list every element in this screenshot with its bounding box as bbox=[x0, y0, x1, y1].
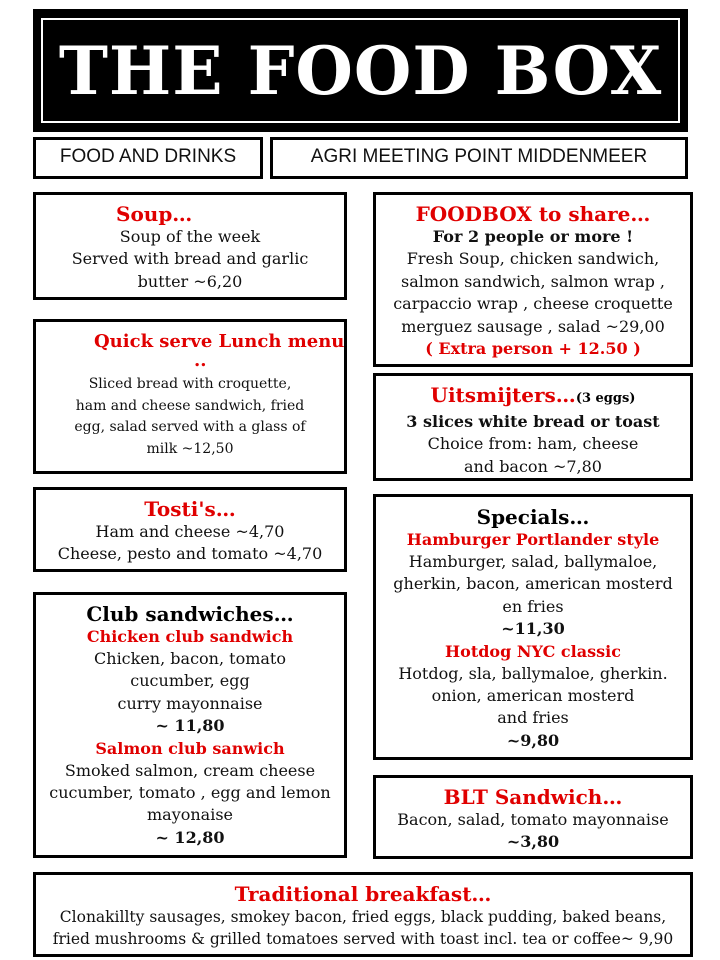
uitsmijters-heading-row bbox=[376, 383, 690, 411]
soup-line: Soup of the week bbox=[119, 227, 261, 246]
salmon-club-line: cucumber, tomato , egg and lemon bbox=[49, 783, 331, 803]
title-banner bbox=[33, 9, 688, 132]
salmon-club-title: Salmon club sanwich bbox=[95, 738, 285, 758]
salmon-club-line: Smoked salmon, cream cheese bbox=[64, 760, 316, 780]
burger-line: Hamburger, salad, ballymaloe, bbox=[408, 552, 658, 571]
hotdog-line: Hotdog, sla, ballymaloe, gherkin. bbox=[398, 663, 668, 683]
uitsmijters-line: Choice from: ham, cheese bbox=[427, 434, 639, 454]
location-box bbox=[270, 137, 688, 179]
burger-line: gherkin, bacon, american mosterd bbox=[393, 574, 673, 594]
hotdog-line: onion, american mosterd bbox=[431, 686, 635, 706]
tosti-line: Ham and cheese ~4,70 bbox=[95, 522, 285, 541]
burger-title: Hamburger Portlander style bbox=[406, 530, 660, 549]
hotdog-price: ~9,80 bbox=[506, 730, 560, 750]
uitsmijters-line: and bacon ~7,80 bbox=[464, 456, 602, 476]
blt-line: Bacon, salad, tomato mayonnaise bbox=[397, 810, 669, 829]
lunch-heading: Quick serve Lunch menu bbox=[94, 331, 345, 352]
soup-line: Served with bread and garlic bbox=[71, 249, 309, 269]
uitsmijters-section bbox=[373, 373, 693, 481]
title-frame bbox=[41, 18, 680, 123]
blt-heading: BLT Sandwich… bbox=[443, 785, 623, 809]
share-line: carpaccio wrap , cheese croquette bbox=[393, 294, 673, 314]
club-section bbox=[33, 592, 347, 858]
specials-section bbox=[373, 494, 693, 760]
breakfast-line: Clonakillty sausages, smokey bacon, fried eggs, black pudding, baked beans, bbox=[59, 908, 667, 926]
lunch-line: Sliced bread with croquette, bbox=[88, 376, 292, 392]
salmon-club-line: mayonaise bbox=[146, 805, 234, 825]
tosti-section bbox=[33, 487, 347, 572]
chicken-club-title: Chicken club sandwich bbox=[86, 627, 294, 646]
chicken-club-line: Chicken, bacon, tomato bbox=[94, 649, 286, 668]
chicken-club-price: ~ 11,80 bbox=[155, 716, 225, 736]
blt-price: ~3,80 bbox=[506, 832, 560, 852]
uitsmijters-heading: Uitsmijters… bbox=[430, 383, 576, 407]
lunch-line: ham and cheese sandwich, fried bbox=[75, 397, 305, 414]
lunch-line: egg, salad served with a glass of bbox=[74, 419, 306, 435]
chicken-club-line: curry mayonnaise bbox=[117, 693, 263, 713]
share-extra-person: ( Extra person + 12.50 ) bbox=[425, 339, 641, 359]
hotdog-line: and fries bbox=[497, 708, 569, 728]
share-line: salmon sandwich, salmon wrap , bbox=[401, 271, 665, 291]
specials-heading: Specials… bbox=[476, 505, 590, 529]
uitsmijters-note: (3 eggs) bbox=[575, 391, 636, 406]
food-and-drinks-label: FOOD AND DRINKS bbox=[59, 146, 237, 167]
share-line: Fresh Soup, chicken sandwich, bbox=[406, 249, 660, 269]
breakfast-line: fried mushrooms & grilled tomatoes served with toast incl. tea or coffee~ 9,90 bbox=[52, 930, 674, 949]
breakfast-section bbox=[33, 872, 693, 957]
lunch-line: milk ~12,50 bbox=[146, 440, 234, 457]
share-heading: FOODBOX to share… bbox=[415, 202, 651, 226]
soup-heading: Soup… bbox=[116, 202, 193, 226]
chicken-club-line: cucumber, egg bbox=[130, 671, 250, 691]
salmon-club-price: ~ 12,80 bbox=[155, 827, 225, 847]
soup-line: butter ~6,20 bbox=[137, 271, 243, 291]
club-heading: Club sandwiches… bbox=[86, 602, 294, 626]
burger-price: ~11,30 bbox=[501, 619, 565, 639]
burger-line: en fries bbox=[502, 596, 564, 616]
food-and-drinks-box bbox=[33, 137, 263, 179]
tosti-heading: Tosti's… bbox=[144, 497, 236, 521]
location-label: AGRI MEETING POINT MIDDENMEER bbox=[310, 146, 648, 167]
lunch-heading-cont: .. bbox=[194, 350, 207, 371]
soup-section bbox=[33, 192, 347, 300]
lunch-section bbox=[33, 319, 347, 474]
share-line: merguez sausage , salad ~29,00 bbox=[401, 316, 665, 336]
breakfast-heading: Traditional breakfast… bbox=[234, 882, 492, 906]
blt-section bbox=[373, 775, 693, 859]
share-subheading: For 2 people or more ! bbox=[432, 227, 634, 246]
uitsmijters-bold-line: 3 slices white bread or toast bbox=[406, 412, 660, 431]
page-title: THE FOOD BOX bbox=[58, 31, 663, 110]
hotdog-title: Hotdog NYC classic bbox=[445, 641, 621, 661]
share-section bbox=[373, 192, 693, 367]
tosti-line: Cheese, pesto and tomato ~4,70 bbox=[57, 544, 323, 564]
